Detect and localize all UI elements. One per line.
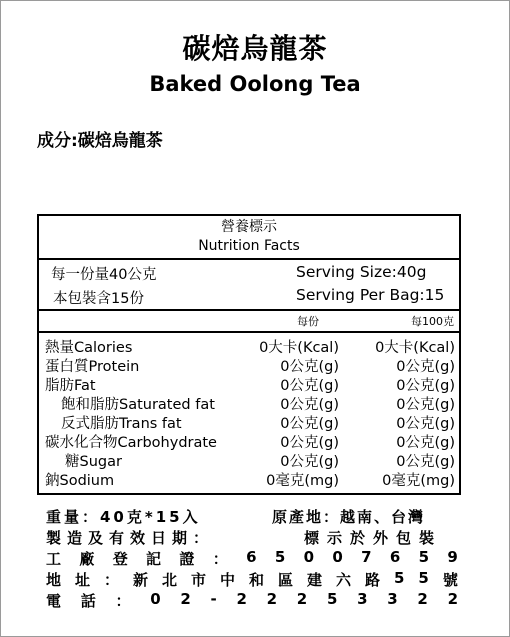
info-char: 證: [179, 550, 195, 568]
info-char: 3: [387, 590, 398, 608]
info-char: -: [210, 590, 217, 608]
nutrient-value-per-100g: 0公克(g): [396, 454, 455, 470]
nutrient-value-per-serving: 0公克(g): [280, 397, 339, 413]
nutrient-value-per-100g: 0公克(g): [396, 416, 455, 432]
nutrient-value-per-serving: 0公克(g): [280, 416, 339, 432]
nutrient-value-per-serving: 0公克(g): [280, 454, 339, 470]
info-char: 0: [303, 548, 315, 566]
nutrient-name: 反式脂肪Trans fat: [61, 416, 182, 432]
nutrient-value-per-100g: 0公克(g): [396, 359, 455, 375]
info-char: 中: [220, 571, 236, 589]
info-char: 區: [278, 571, 294, 589]
servings-per-package-chinese: 本包裝含15份: [53, 291, 144, 307]
nutrition-header: [39, 218, 459, 258]
nutrient-name: 蛋白質Protein: [45, 359, 140, 375]
info-char: 5: [394, 569, 405, 587]
nutrient-name: 脂肪Fat: [45, 378, 96, 394]
nutrient-value-per-100g: 0毫克(mg): [382, 473, 455, 489]
net-weight: 重量：40克*15入: [46, 508, 201, 526]
nutrient-value-per-serving: 0公克(g): [280, 378, 339, 394]
info-char: 6: [246, 548, 257, 566]
country-of-origin: 原產地：越南、台灣: [272, 508, 426, 526]
nutrient-row: [39, 393, 459, 412]
info-line-phone: [46, 590, 458, 610]
nutrient-value-per-100g: 0公克(g): [396, 378, 455, 394]
info-char: 六: [336, 571, 352, 589]
info-char: ：: [212, 550, 228, 568]
product-name-chinese: 碳焙烏龍茶: [182, 32, 328, 65]
nutrition-facts-table: [37, 214, 461, 495]
info-char: ：: [115, 592, 131, 610]
nutrient-row: [39, 431, 459, 450]
info-char: 2: [266, 590, 278, 608]
column-header-per-100g: 每100克: [411, 315, 454, 328]
nutrient-value-per-100g: 0公克(g): [396, 397, 455, 413]
info-char: 2: [447, 590, 458, 608]
info-char: 址: [75, 571, 91, 589]
info-char: 地: [46, 571, 62, 589]
nutrient-name: 鈉Sodium: [45, 473, 115, 489]
info-line-factory: [46, 548, 458, 568]
nutrient-value-per-serving: 0公克(g): [280, 359, 339, 375]
nutrient-value-per-serving: 0大卡(Kcal): [259, 340, 339, 356]
nutrient-name: 飽和脂肪Saturated fat: [61, 397, 215, 413]
nutrient-row: [39, 450, 459, 469]
info-char: 2: [296, 590, 308, 608]
info-char: 9: [447, 548, 458, 566]
serving-size-english: Serving Size:40g: [296, 263, 427, 281]
nutrition-title-english: Nutrition Facts: [198, 238, 300, 254]
ingredients-text: 成分:碳焙烏龍茶: [37, 131, 163, 151]
info-char: 電: [46, 592, 62, 610]
info-char: 7: [361, 548, 372, 566]
info-char: 0: [150, 590, 161, 608]
info-char: 2: [180, 590, 191, 608]
nutrient-value-per-100g: 0公克(g): [396, 435, 455, 451]
column-header-per-serving: 每份: [297, 315, 319, 328]
nutrient-value-per-100g: 0大卡(Kcal): [375, 340, 455, 356]
nutrient-row: [39, 336, 459, 355]
info-char: 建: [307, 571, 323, 589]
nutrient-name: 熱量Calories: [45, 340, 133, 356]
info-char: 5: [326, 590, 338, 608]
nutrient-value-per-serving: 0公克(g): [280, 435, 339, 451]
nutrient-name: 碳水化合物Carbohydrate: [45, 435, 217, 451]
info-char: 5: [418, 548, 430, 566]
info-char: 5: [274, 548, 286, 566]
expiry-label: 製造及有效日期：: [46, 529, 215, 547]
info-line-weight-origin: [46, 506, 458, 526]
info-line-expiry: [46, 527, 458, 547]
info-char: 路: [365, 571, 381, 589]
info-char: 登: [112, 550, 128, 568]
divider: [39, 331, 459, 333]
info-line-address: [46, 569, 458, 589]
info-char: ：: [104, 571, 120, 589]
nutrient-row: [39, 412, 459, 431]
info-char: 工: [46, 550, 62, 568]
nutrient-row: [39, 355, 459, 374]
serving-size-chinese: 每一份量40公克: [51, 267, 157, 283]
expiry-value: 標示於外包裝: [304, 529, 443, 547]
info-char: 2: [417, 590, 428, 608]
info-char: 北: [162, 571, 178, 589]
servings-per-package-english: Serving Per Bag:15: [296, 286, 445, 304]
info-char: 記: [146, 550, 162, 568]
info-char: 話: [80, 592, 96, 610]
info-char: 2: [236, 590, 247, 608]
product-name-english: Baked Oolong Tea: [149, 72, 361, 96]
info-char: 6: [389, 548, 401, 566]
nutrient-row: [39, 374, 459, 393]
info-char: 廠: [79, 550, 95, 568]
info-char: 號: [442, 571, 458, 589]
info-char: 新: [133, 571, 149, 589]
nutrient-name: 糖Sugar: [65, 454, 122, 470]
nutrient-value-per-serving: 0毫克(mg): [266, 473, 339, 489]
divider: [39, 258, 459, 260]
info-char: 0: [332, 548, 343, 566]
info-char: 5: [418, 569, 429, 587]
nutrition-title-chinese: 營養標示: [221, 219, 277, 235]
nutrient-row: [39, 469, 459, 488]
info-char: 和: [249, 571, 265, 589]
info-char: 市: [191, 571, 207, 589]
info-char: 3: [357, 590, 368, 608]
divider: [39, 309, 459, 311]
